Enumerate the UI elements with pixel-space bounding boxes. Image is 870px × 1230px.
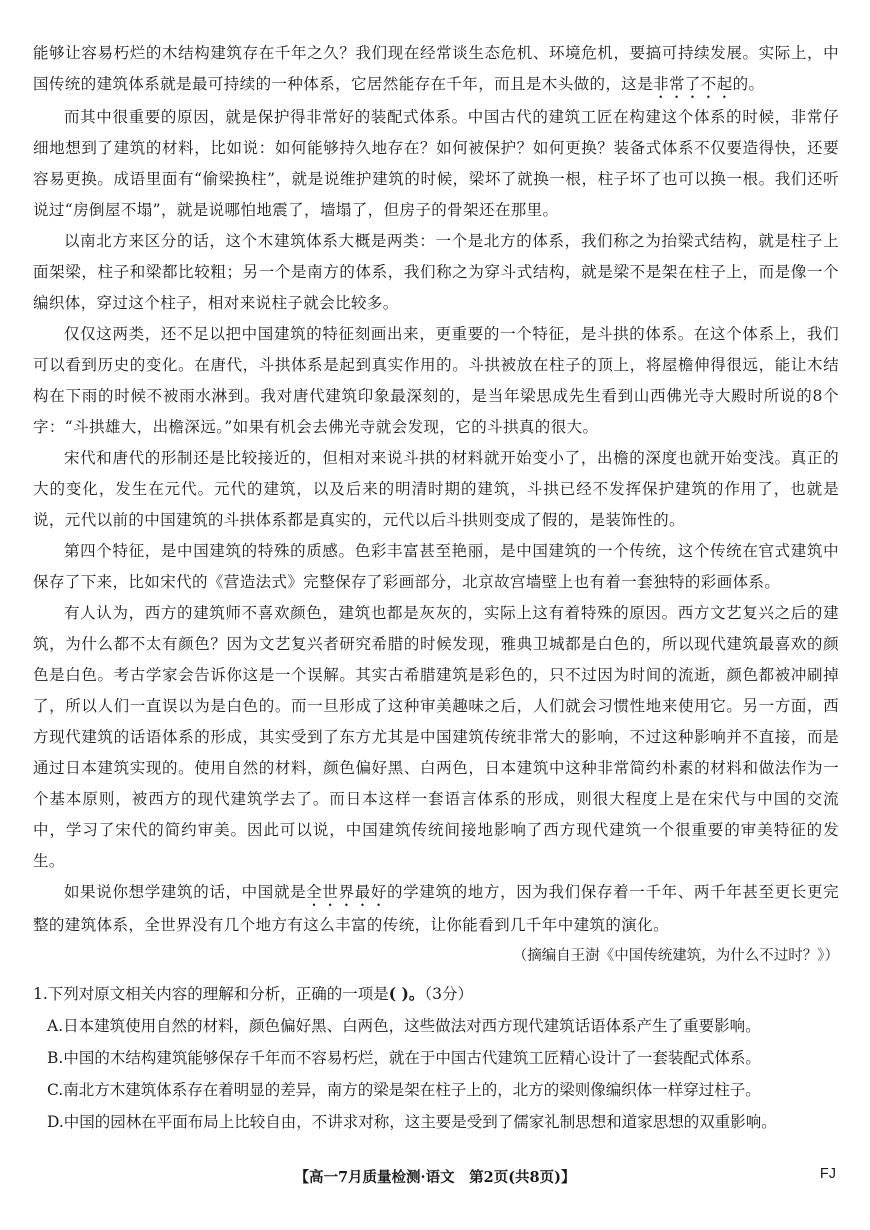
article-body xyxy=(33,38,839,1138)
paragraph-1 xyxy=(33,38,839,102)
option-b: B.中国的木结构建筑能够保存千年而不容易朽烂，就在于中国古代建筑工匠精心设计了一套装配式体系。 xyxy=(47,1049,761,1067)
question-stem-text: 1.下列对原文相关内容的理解和分析，正确的一项是 xyxy=(33,985,389,1003)
paragraph-text: 第四个特征，是中国建筑的特殊的质感。色彩丰富甚至艳丽，是中国建筑的一个传统，这个传统在官式建筑中保存了下来，比如宋代的《营造法式》完整保存了彩画部分，北京故宫墙壁上也有着一套独特的彩画体系。 xyxy=(33,542,839,591)
paragraph-8 xyxy=(33,877,839,941)
article-source: （摘编自王澍《中国传统建筑，为什么不过时？》） xyxy=(512,948,839,964)
paragraph-5 xyxy=(33,443,839,536)
paragraph-2 xyxy=(33,102,839,226)
answer-blank: ( )。 xyxy=(388,984,425,1003)
paragraph-text: 宋代和唐代的形制还是比较接近的，但相对来说斗拱的材料就开始变小了，出檐的深度也就开始变浅。真正的大的变化，发生在元代。元代的建筑，以及后来的明清时期的建筑，斗拱已经不发挥保护建筑的作用了，也就是说，元代以前的中国建筑的斗拱体系都是真实的，元代以后斗拱则变成了假的，是装饰性的。 xyxy=(33,449,839,529)
question-1 xyxy=(33,978,839,1138)
question-score: （3分） xyxy=(424,985,473,1003)
paragraph-6 xyxy=(33,536,839,598)
paragraph-text: 的。 xyxy=(732,75,765,93)
paragraph-3 xyxy=(33,226,839,319)
paragraph-text: 有人认为，西方的建筑师不喜欢颜色，建筑也都是灰灰的，实际上这有着特殊的原因。西方文艺复兴之后的建筑，为什么都不太有颜色？因为文艺复兴者研究希腊的时候发现，雅典卫城都是白色的，所以现代建筑最喜欢的颜色是白色。考古学家会告诉你这是一个误解。其实古希腊建筑是彩色的，只不过因为时间的流逝，颜色都被冲刷掉了，所以人们一直误以为是白色的。而一旦形成了这种审美趣味之后，人们就会习惯性地来使用它。另一方面，西方现代建筑的话语体系的形成，其实受到了东方尤其是中国建筑传统非常大的影响，不过这种影响并不直接，而是通过日本建筑实现的。使用自然的材料，颜色偏好黑、白两色，日本建筑中这种非常简约朴素的材料和做法作为一个基本原则，被西方的现代建筑学去了。而日本这样一套语言体系的形成，则很大程度上是在宋代与中国的交流中，学习了宋代的简约审美。因此可以说，中国建筑传统间接地影响了西方现代建筑一个很重要的审美特征的发生。 xyxy=(33,604,839,870)
paragraph-text: 以南北方来区分的话，这个木建筑体系大概是两类：一个是北方的体系，我们称之为抬梁式结构，就是柱子上面架梁，柱子和梁都比较粗；另一个是南方的体系，我们称之为穿斗式结构，就是梁不是架在柱子上，而是像一个编织体，穿过这个柱子，相对来说柱子就会比较多。 xyxy=(33,232,839,312)
option-a: A.日本建筑使用自然的材料，颜色偏好黑、白两色，这些做法对西方现代建筑话语体系产生了重要影响。 xyxy=(47,1017,761,1035)
footer-region-code: FJ xyxy=(819,1166,836,1182)
paragraph-text: 能够让容易朽烂的木结构建筑存在千年之久？我们现在经常谈生态危机、环境危机，要搞可持续发展。实际上，中国传统的建筑体系就是最可持续的一种体系，它居然能存在千年，而且是木头做的，这是 xyxy=(33,44,839,93)
paragraph-text: 而其中很重要的原因，就是保护得非常好的装配式体系。中国古代的建筑工匠在构建这个体系的时候，非常仔细地想到了建筑的材料，比如说：如何能够持久地存在？如何被保护？如何更换？装备式体系不仅要造得快，还要容易更换。成语里面有“偷梁换柱”，就是说维护建筑的时候，梁坏了就换一根，柱子坏了也可以换一根。我们还听说过“房倒屋不塌”，就是说哪怕地震了，墙塌了，但房子的骨架还在那里。 xyxy=(33,108,839,219)
question-stem xyxy=(33,978,839,1010)
page-footer xyxy=(0,1166,870,1190)
paragraph-text: 的学建筑的地方，因为我们保存着一千年、两千年甚至更长更完整的建筑体系，全世界没有几个地方有这么丰富的传统，让你能看到几千年中建筑的演化。 xyxy=(33,883,839,934)
emphasized-text: 全世界最好 xyxy=(306,883,388,901)
paragraph-4 xyxy=(33,319,839,443)
paragraph-text: 仅仅这两类，还不足以把中国建筑的特征刻画出来，更重要的一个特征，是斗拱的体系。在这个体系上，我们可以看到历史的变化。在唐代，斗拱体系是起到真实作用的。斗拱被放在柱子的顶上，将屋檐伸得很远，能让木结构在下雨的时候不被雨水淋到。我对唐代建筑印象最深刻的，是当年梁思成先生看到山西佛光寺大殿时所说的8个字：“斗拱雄大，出檐深远。”如果有机会去佛光寺就会发现，它的斗拱真的很大。 xyxy=(33,325,839,436)
emphasized-text: 非常了不起 xyxy=(653,75,733,93)
footer-page-info: 【高一7月质量检测·语文 第2页(共8页)】 xyxy=(294,1169,576,1186)
paragraph-text: 如果说你想学建筑的话，中国就是 xyxy=(64,883,307,901)
option-d: D.中国的园林在平面布局上比较自由，不讲求对称，这主要是受到了儒家礼制思想和道家思想的双重影响。 xyxy=(47,1113,777,1131)
option-c: C.南北方木建筑体系存在着明显的差异，南方的梁是架在柱子上的，北方的梁则像编织体一样穿过柱子。 xyxy=(47,1081,761,1099)
paragraph-7 xyxy=(33,598,839,877)
article-paragraphs xyxy=(33,38,839,941)
